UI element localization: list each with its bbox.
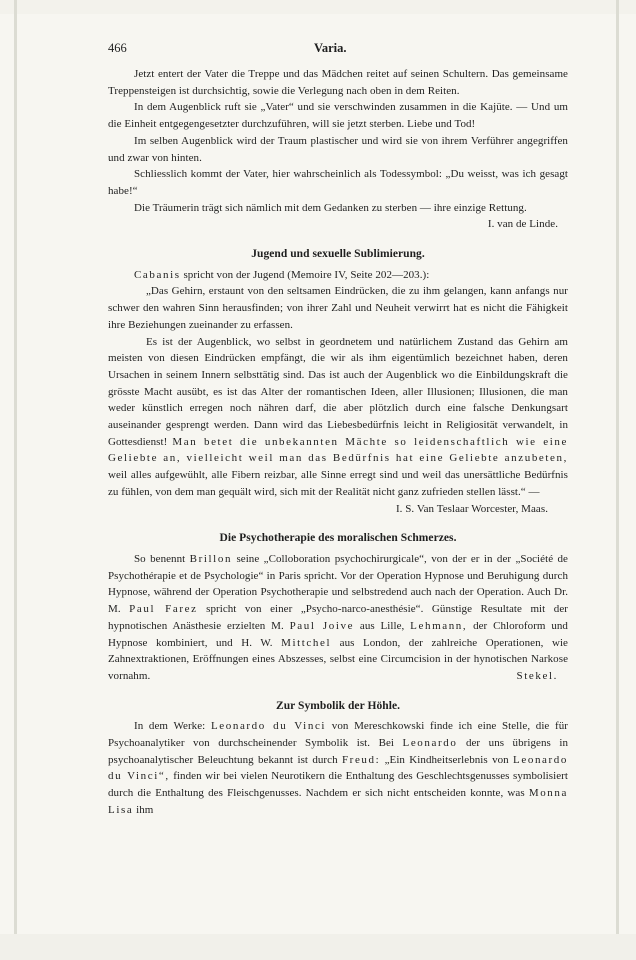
spaced-name: Leonardo du Vinci [210,720,327,733]
page-edge-right [616,0,619,960]
paragraph-text: So benennt [134,552,186,565]
paragraph-text: ihm [136,803,154,816]
author-signature: I. S. Van Teslaar Worcester, Maas. [395,502,548,515]
paragraph-text: spricht von der Jugend (Memoire IV, Seite 202—203.): [183,268,430,281]
paragraph [108,267,568,284]
paragraph [108,334,568,501]
section-heading: Zur Symbolik der Höhle. [275,699,401,712]
page-edge-left [14,0,17,960]
paragraph-text: der Chloroform und Hypnose kombiniert, und H. W. [108,619,568,649]
spaced-name: Mittchel [281,636,332,649]
section-heading: Jugend und sexuelle Sublimierung. [251,248,425,261]
paragraph-text: Es ist der Augenblick, wo selbst in geordnetem und natürlichem Zustand das Gehirn am meisten von diesen Eindrücken empfängt, die wir als ihm eigentümlich bezeichnet haben, deren Ursachen in seinem Innern selbsttätig sind. Das ist auch der Augenblick wo die Einbildungskraft die grösste Macht ausübt, es ist das Alter der romantischen Ideen, aller Illusionen; Illusionen, die man weder künstlich erregen noch nähren darf, die aber plötzlich durch eine falsche Denkungsart auseinander gesprengt werden. Dann wird das Liebesbedürfnis leicht in Religiosität verwandelt, in Gottesdienst! [108,335,568,448]
paragraph [108,718,568,818]
author-signature: I. van de Linde. [487,218,558,231]
paragraph-text: der uns übrigens in psychoanalytischer Beleuchtung bekannt ist durch [108,737,568,766]
paragraph [108,551,568,685]
running-title: Varia. [314,41,347,55]
running-header [108,41,564,57]
scan-bottom-margin [0,934,636,960]
paragraph-text: finden wir bei vielen Neurotikern die Enthaltung des Geschlechtsgenusses symbolisiert durch die Enthaltung des Fleischgenusses. Nachdem er sich nicht entscheiden konnte, was [108,770,568,800]
paragraph-text: In dem Werke: [134,720,206,733]
paragraph: Im selben Augenblick wird der Traum plastischer und wird sie von ihrem Verführer angegriffen und zwar von hinten. [108,134,568,164]
spaced-name: Freud: [341,753,381,766]
page-number: 466 [108,41,127,55]
spaced-name: Leonardo du Vinci“, [108,753,568,783]
paragraph-text: Die Träumerin trägt sich nämlich mit dem Gedanken zu sterben — ihre einzige Rettung. [134,201,527,214]
author-signature: Stekel. [516,669,558,682]
spaced-name: Paul Joive [289,619,355,632]
paragraph-text: spricht von einer „Psycho-narco-anesthésie“. Günstige Resultate mit der hypnotischen Anästhesie erzielten M. [108,603,568,632]
spaced-name: Leonardo [402,737,458,750]
paragraph-text: aus London, der zahlreiche Operationen, wie Zahnextraktionen, Eröffnungen eines Abszesses, selbst eine Circumcision in der hynotischen Narkose vornahm. [108,636,568,682]
paragraph-text: aus Lille, [359,619,405,632]
paragraph: Schliesslich kommt der Vater, hier wahrscheinlich als Todessymbol: „Du weisst, was ich gesagt habe!“ [108,168,568,197]
section-heading: Die Psychotherapie des moralischen Schmerzes. [219,532,457,545]
paragraph: „Das Gehirn, erstaunt von den seltsamen Eindrücken, die zu ihm gelangen, kann anfangs nur schwer den wahren Sinn herausfinden; von ihrer Zahl und Neuheit verwirrt hat es nicht die Fähigkeit ihre Beziehungen zueinander zu erfassen. [108,285,568,331]
paragraph-with-signature [108,200,568,233]
spaced-name: Monna Lisa [108,787,568,816]
paragraph: Jetzt entert der Vater die Treppe und das Mädchen reitet auf seinen Schultern. Das gemeinsame Treppensteigen ist durchsichtig, sowie die Verlegung nach oben in dem Reiten. [108,68,568,97]
body-text [108,66,568,819]
paragraph-text: „Ein Kindheitserlebnis von [384,753,509,766]
paragraph: In dem Augenblick ruft sie „Vater“ und sie verschwinden zusammen in die Kajüte. — Und um die Einheit entgegengesetzter durchzuführen, will sie jetzt sterben. Liebe und Tod! [108,101,568,131]
spaced-name: Brillon [189,552,233,565]
scan-top-margin [0,0,636,14]
spaced-name: Lehmann, [410,619,468,632]
spaced-emphasis: Man betet die unbekannten Mächte so leidenschaftlich wie eine Geliebte an, vielleicht weil man das Bedürfnis hat eine Geliebte anzubeten, [108,435,568,465]
paragraph-text: von Mereschkowski finde ich eine Stelle, die für Psychoanalytiker von durchscheinender Symbolik ist. Bei [108,720,569,750]
spaced-name: Cabanis [134,268,181,281]
spaced-name: Paul Farez [129,603,198,616]
paragraph-text: seine „Colloboration psychochirurgicale“, von der er in der „Société de Psychothérapie et de Psychologie“ in Paris spricht. Vor der Operation Hypnose und Beruhigung durch Hypnose, während der Operation Psychotherapie und selbstredend auch nach der Operation. Auch Dr. M. [108,552,568,616]
paragraph-text: weil alles aufgewühlt, alle Fibern reizbar, alle Sinne erregt sind und weil das unersättliche Bedürfnis zu fühlen, von dem man gequält wird, sich mit der Realität nicht ganz zufrieden stellen lässt.“ — [108,469,568,498]
